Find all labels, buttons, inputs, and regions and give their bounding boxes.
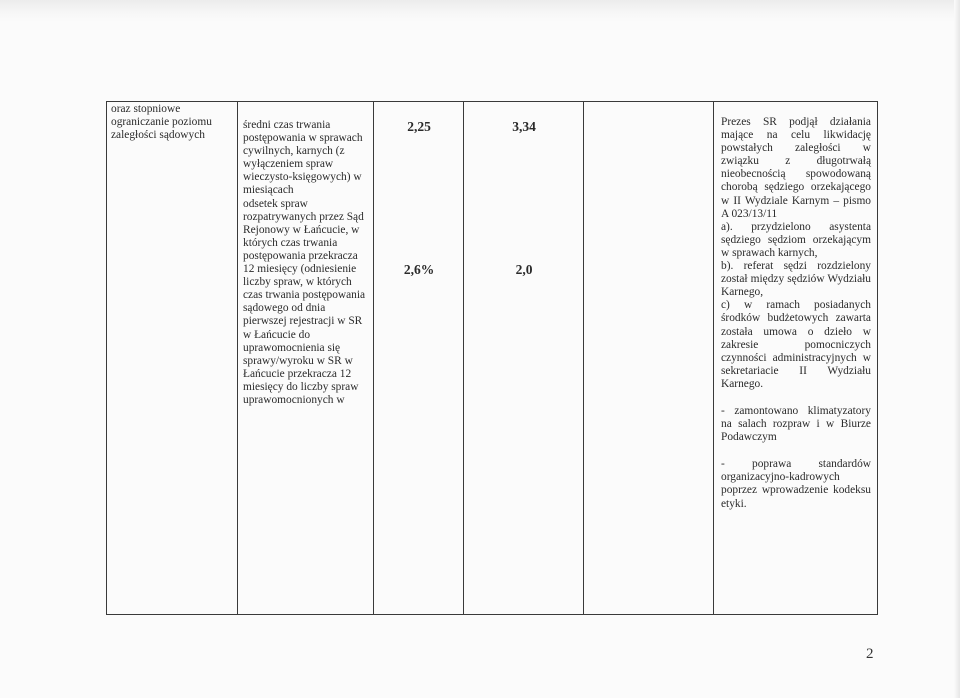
goal-text: oraz stopniowe ograniczanie poziomu zaległości sądowych (111, 103, 212, 142)
report-table (106, 101, 878, 615)
value-percent-2: 2,0 (515, 262, 533, 277)
action-item-b: b). referat sędzi rozdzielony został między sędziów Wydziału Karnego, (721, 260, 871, 299)
actions-cell (714, 102, 878, 615)
indicator-percent-over-12-months: odsetek spraw rozpatrywanych przez Sąd Rejonowy w Łańcucie, w których czas trwania postępowania przekracza 12 miesięcy (odniesienie liczby spraw, w których czas trwania postępowania sądowego od dnia pierwszej rejestracji w SR w Łańcucie do uprawomocnienia się sprawy/wyroku w SR w Łańcucie przekracza 12 miesięcy do liczby spraw uprawomocnionych w (243, 197, 366, 406)
action-ethics-code: - poprawa standardów organizacyjno-kadrowych poprzez wprowadzenie kodeksu etyki. (721, 458, 871, 510)
empty-cell (584, 102, 714, 615)
actions-intro: Prezes SR podjął działania mające na celu likwidację powstałych zaległości w związku z długotrwałą nieobecnością spowodowaną chorobą sędziego orzekającego w II Wydziale Karnym – pismo A 023/13/11 (721, 116, 871, 220)
value-average-duration-1: 2,25 (407, 119, 431, 134)
value-cell-2 (464, 102, 584, 615)
action-item-c: c) w ramach posiadanych środków budżetowych zawarta została umowa o dzieło w zakresie pomocniczych czynności administracyjnych w sekretariacie II Wydziału Karnego. (721, 299, 871, 390)
action-air-conditioning: - zamontowano klimatyzatory na salach rozpraw i w Biurze Podawczym (721, 404, 871, 444)
scan-artifact-top (0, 0, 960, 22)
page-number: 2 (866, 646, 874, 662)
value-cell-1 (374, 102, 464, 615)
value-percent-1: 2,6% (403, 262, 435, 277)
scan-artifact-right (954, 0, 960, 698)
goal-cell (107, 102, 238, 615)
table-row (107, 102, 878, 615)
action-item-a: a). przydzielono asystenta sędziego sędziom orzekającym w sprawach karnych, (721, 220, 871, 259)
indicator-cell (238, 102, 374, 615)
indicator-average-duration: średni czas trwania postępowania w sprawach cywilnych, karnych (z wyłączeniem spraw wieczysto-księgowych) w miesiącach (243, 119, 363, 197)
value-average-duration-2: 3,34 (512, 119, 536, 134)
